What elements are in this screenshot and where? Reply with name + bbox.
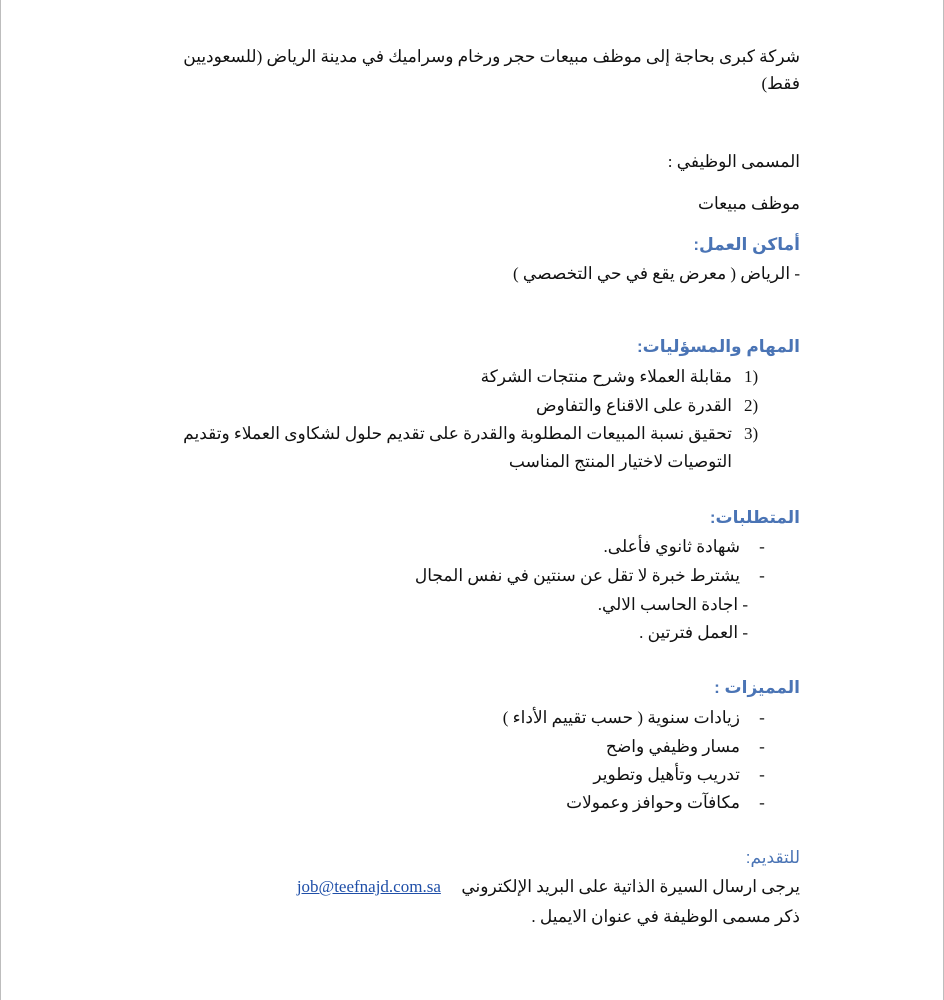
bullet-dash: - bbox=[759, 793, 765, 812]
benefit-item-3: -تدريب وتأهيل وتطوير bbox=[593, 764, 772, 786]
duty-text: القدرة على الاقناع والتفاوض bbox=[535, 396, 732, 415]
apply-line-2: ذكر مسمى الوظيفة في عنوان الايميل . bbox=[531, 907, 800, 926]
intro-line-1: شركة كبرى بحاجة إلى موظف مبيعات حجر ورخام وسراميك في مدينة الرياض (للسعوديين bbox=[183, 47, 800, 66]
duty-item-1 bbox=[481, 366, 766, 388]
duty-item-2 bbox=[536, 395, 766, 417]
duty-number: 1) bbox=[744, 367, 759, 386]
benefit-item-1: -زيادات سنوية ( حسب تقييم الأداء ) bbox=[503, 707, 772, 729]
duties-heading: المهام والمسؤليات: bbox=[637, 337, 800, 356]
apply-instruction: يرجى ارسال السيرة الذاتية على البريد الإلكتروني bbox=[461, 877, 800, 896]
bullet-dash: - bbox=[759, 708, 765, 727]
bullet-dash: - bbox=[759, 566, 765, 585]
duty-text: مقابلة العملاء وشرح منتجات الشركة bbox=[480, 367, 732, 386]
apply-line-1 bbox=[297, 876, 800, 898]
requirements-heading: المتطلبات: bbox=[709, 508, 800, 527]
bullet-dash: - bbox=[759, 537, 765, 556]
benefit-item-4: -مكافآت وحوافز وعمولات bbox=[566, 792, 772, 814]
duty-item-3 bbox=[183, 423, 766, 445]
duty-text: تحقيق نسبة المبيعات المطلوبة والقدرة على تقديم حلول لشكاوى العملاء وتقديم bbox=[183, 424, 732, 443]
requirement-item-4: - العمل فترتين . bbox=[639, 623, 748, 642]
requirement-item-1: -شهادة ثانوي فأعلى. bbox=[604, 536, 772, 558]
intro-line-2: فقط) bbox=[761, 74, 800, 93]
duty-number: 3) bbox=[744, 424, 759, 443]
email-link[interactable]: job@teefnajd.com.sa bbox=[296, 877, 441, 896]
bullet-dash: - bbox=[759, 765, 765, 784]
location-item: - الرياض ( معرض يقع في حي التخصصي ) bbox=[513, 264, 800, 283]
requirement-item-2: -يشترط خبرة لا تقل عن سنتين في نفس المجال bbox=[415, 565, 772, 587]
duty-number: 2) bbox=[744, 396, 759, 415]
apply-heading: للتقديم: bbox=[745, 848, 800, 867]
benefits-heading: المميزات : bbox=[714, 678, 800, 697]
job-title-value: موظف مبيعات bbox=[697, 194, 800, 213]
requirement-item-3: - اجادة الحاسب الالي. bbox=[597, 595, 748, 614]
duty-item-3-continued: التوصيات لاختيار المنتج المناسب bbox=[508, 452, 732, 471]
locations-heading: أماكن العمل: bbox=[693, 235, 800, 254]
job-title-label: المسمى الوظيفي : bbox=[667, 152, 800, 171]
benefit-item-2: -مسار وظيفي واضح bbox=[606, 736, 772, 758]
bullet-dash: - bbox=[759, 737, 765, 756]
page-edge-left bbox=[0, 0, 1, 1000]
